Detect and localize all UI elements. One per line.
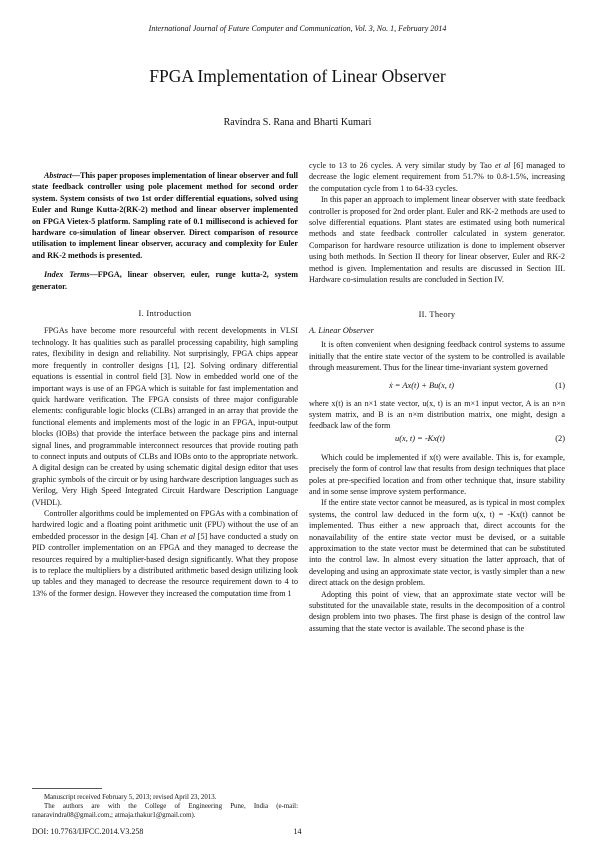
theory-heading: II. Theory [418, 310, 456, 320]
left-column [32, 170, 298, 599]
right-paragraph-1 [309, 160, 565, 194]
intro-p2-etal: et al [180, 531, 196, 541]
right-p1-end: [6] managed to decrease the logic element requirement from 51.7% to 0.8-1.5%, increasing the computation cycle from 1 to 64-33 cycles. [309, 161, 565, 193]
right-p1-etal: et al [495, 161, 511, 170]
equation-2 [309, 432, 565, 448]
theory-paragraph-3: Which could be implemented if x(t) were available. This is, for example, precisely the form of control law that results from design techniques that place poles at pre-specified location and from other technique that, insure stability and in some sense improve system performance. [309, 452, 565, 496]
paper-authors: Ravindra S. Rana and Bharti Kumari [223, 117, 372, 128]
abstract [32, 170, 298, 261]
theory-paragraph-1: It is often convenient when designing feedback control systems to assume initially that the entire state vector of the system to be controlled is available through measurement. Thus for the linear time-invariant system governed [309, 340, 565, 373]
footnote-received: Manuscript received February 5, 2013; revised April 23, 2013. [44, 794, 217, 801]
right-p1-start: cycle to 13 to 26 cycles. A very similar study by Tao [309, 161, 496, 170]
footnote-rule [32, 788, 102, 789]
abstract-label: Abstract [44, 171, 72, 180]
equation-1 [309, 374, 565, 398]
equation-2-number: (2) [555, 433, 565, 443]
theory-paragraph-5: Adopting this point of view, that an approximate state vector will be substituted for the unavailable state, results in the decomposition of a control design problem into two phases. The first phase is design of the control law assuming that the state vector is available. The second phase is the [309, 589, 565, 633]
intro-p2-start: Controller algorithms could be implemented on FPGAs with a combination of hardwired logic and a floating point arithmetic unit (FPU) without the use of an embedded processor in the design [4]. Chan [32, 508, 298, 541]
intro-paragraph-1: FPGAs have become more resourceful with recent developments in VLSI technology. It has qualities such as parallel processing capability, high sampling rates, flexibility in design and reliability. Not surprisingly, FPGA chips appear more frequently in controller designs [1], [2]. Solving ordinary differential equations is essential in control field [3]. Now in embedded world one of the important ways is use of an FPGA which is suitable for fast implementation and quick hardware verification. The FPGA consists of three major configurable elements: configurable logic blocks (CLBs) arranged in an array that provide the functional elements and implements most of the logic in an FPGA, input-output blocks (IOBs) that provide the interface between the package pins and internal signal lines, and programmable interconnect resources that provide routing path to connect inputs and outputs of CLBs and IOBs onto to the appropriate network. A digital design can be created by using schematic digital design editor that uses graphic symbols of the circuit or by using hardware description languages such as Verilog, Very High Speed Integrated Circuit Hardware Description Language (VHDL). [32, 326, 298, 507]
index-terms [32, 269, 298, 292]
equation-1-text: ẋ = Ax(t) + Bu(x, t) [389, 380, 455, 390]
intro-heading: I. Introduction [138, 309, 192, 319]
theory-paragraph-4: If the entire state vector cannot be measured, as is typical in most complex systems, the control law deduced in the form u(x, t) = -Kx(t) cannot be implemented. Thus either a new approach that, direct accounts for the nonavailability of the entire state vector must be devised, or a suitable approximation to the state vector must be determined that can be substituted into the control law. In almost every situation the latter approach, that of developing and using an approximate state vector, is vastly simpler than a new direct attack on the design problem. [309, 498, 565, 588]
journal-header: International Journal of Future Computer and Communication, Vol. 3, No. 1, February 2014 [148, 24, 447, 33]
intro-p2-end: [5] have conducted a study on PID controller implementation on an FPGA and they managed to decrease the resources required by a multiplier-based design significantly. What they propose is to replace the multipliers by a distributed arithmetic based design utilizing look up tables and they managed to decrease the resource requirement down to 4 to 13% of the former design. However they increased the computation time from 1 [32, 531, 298, 598]
right-column [309, 160, 565, 634]
theory-paragraph-2: where x(t) is an n×1 state vector, u(x, t) is an m×1 input vector, A is an n×n system matrix, and B is an n×m distribution matrix, one might, design a feedback law of the form [309, 398, 565, 431]
footnote-authors: The authors are with the College of Engineering Pune, India (e-mail: ranaravindra08@gmail.com,; atmaja.thakur1@gmail.com). [32, 803, 298, 819]
index-terms-label: Index Terms [44, 270, 90, 280]
footnote [32, 793, 298, 820]
doi: DOI: 10.7763/IJFCC.2014.V3.258 [32, 827, 144, 836]
equation-2-text: u(x, t) = -Kx(t) [395, 433, 445, 443]
right-paragraph-2: In this paper an approach to implement linear observer with state feedback controller is proposed for 2nd order plant. Euler and RK-2 methods are used to solve differential equations. Plant states are estimated using both numerical methods and state feedback controller calculated in system generator. Comparison for hardware resource utilization is done to implement observer using both methods. In Section II theory for linear observer, Euler and RK-2 method is given. Implementation and results are discussed in Section III. Hardware co-simulation results are concluded in Section IV. [309, 195, 565, 285]
equation-1-number: (1) [555, 380, 565, 390]
index-terms-text: —FPGA, linear observer, euler, runge kutta-2, system generator. [32, 270, 299, 291]
abstract-text: —This paper proposes implementation of linear observer and full state feedback controller using pole placement method for second order system. System consists of two 1st order differential equations, solved using Euler and Runge Kutta-2(RK-2) method and linear observer implemented on FPGA Vietex-5 platform. Sampling rate of 0.1 millisecond is achieved for hardware co-simulation of linear observer. Direct comparison of resource utilisation to implement linear observer, accuracy and complexity for Euler and RK-2 methods is presented. [32, 171, 298, 260]
intro-paragraph-2 [32, 508, 298, 599]
page-number: 14 [293, 827, 302, 836]
paper-title: FPGA Implementation of Linear Observer [149, 66, 446, 86]
linear-observer-subheading: A. Linear Observer [309, 325, 374, 335]
